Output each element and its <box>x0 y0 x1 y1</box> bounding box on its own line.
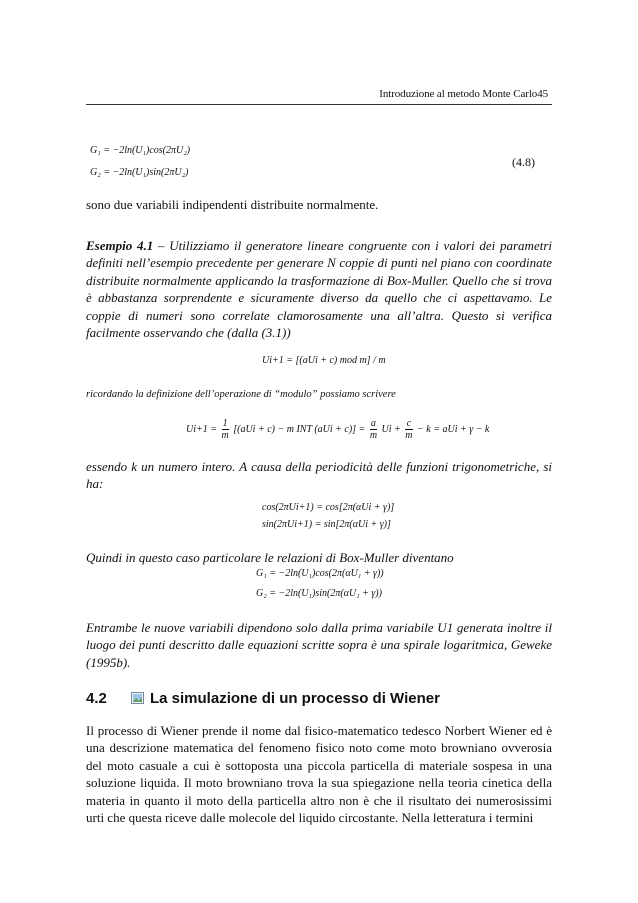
fraction-1-over-m: $\frac{1}{m}$ <box>221 418 229 441</box>
equation-expansion: Ui+1 = $\frac{1}{m}$ [(aUi + c) − m INT (aUi + c)] = $\frac{a}{m}$ Ui + $\frac{c}{m}$ − k = aUi + γ − k <box>186 418 490 441</box>
paragraph-spiral: Entrambe le nuove variabili dipendono solo dalla prima variabile U1 generata inoltre il luogo dei punti descritto dalle equazioni scritte sopra è una spirale logaritmica, Geweke (1995b). <box>86 620 552 670</box>
paragraph-modulo: ricordando la definizione dell’operazione di “modulo” possiamo scrivere <box>86 389 396 400</box>
equation-number: (4.8) <box>512 155 535 169</box>
image-icon <box>131 691 144 709</box>
equation-4-8-line1: G₁ = −2ln(U₁)cos(2πU₂) <box>90 145 191 156</box>
example-label: Esempio 4.1 <box>86 238 154 253</box>
equation-box-line2: G₂ = −2ln(U₁)sin(2π(αU₁ + γ)) <box>256 588 382 599</box>
equation-4-8-line2: G₂ = −2ln(U₁)sin(2πU₂) <box>90 167 189 178</box>
paragraph-box-muller: Quindi in questo caso particolare le relazioni di Box-Muller diventano <box>86 550 454 565</box>
equation-trig-line1: cos(2πUi+1) = cos[2π(αUi + γ)] <box>262 502 395 513</box>
paragraph-normal: sono due variabili indipendenti distribuite normalmente. <box>86 197 379 212</box>
fraction-a-over-m: $\frac{a}{m}$ <box>369 418 378 441</box>
example-text: – Utilizziamo il generatore lineare congruente con i valori dei parametri definiti nell’esempio precedente per generare N coppie di punti nel piano con coordinate distribuite normalmente applicando la trasformazione di Box-Muller. Quello che si trova è abbastanza sorprendente e sicuramente diverso da quello che ci aspettavamo. Le coppie di numeri sono correlate clamorosamente una all’altra. Questo si verifica facilmente osservando che (dalla (3.1)) <box>86 238 553 341</box>
page-number: 45 <box>537 88 548 100</box>
example-paragraph <box>86 237 552 341</box>
header-rule <box>86 104 552 105</box>
section-number: 4.2 <box>86 690 107 707</box>
paragraph-integer: essendo k un numero intero. A causa della periodicità delle funzioni trigonometriche, si ha: <box>86 459 552 492</box>
equation-trig-line2: sin(2πUi+1) = sin[2π(αUi + γ)] <box>262 519 391 530</box>
page-header <box>250 88 548 100</box>
paragraph-wiener: Il processo di Wiener prende il nome dal fisico-matematico tedesco Norbert Wiener ed è una descrizione matematica del fenomeno fisico noto come moto browniano ovverosia del moto casuale a cui è sottoposta una piccola particella di materiale sospesa in una soluzione liquida. Il moto browniano trova la sua spiegazione nella teoria cinetica della materia in quanto il moto della particella altro non è che il risultato dei numerosissimi urti che questa riceve dalle molecole del liquido circostante. Nella letteratura i termini <box>86 723 552 826</box>
equation-recurrence: Ui+1 = [(aUi + c) mod m] / m <box>262 355 386 366</box>
fraction-c-over-m: $\frac{c}{m}$ <box>405 418 413 441</box>
header-title: Introduzione al metodo Monte Carlo <box>379 88 538 100</box>
equation-box-line1: G₁ = −2ln(U₁)cos(2π(αU₁ + γ)) <box>256 568 384 579</box>
placeholder-image-icon <box>131 692 144 704</box>
section-title: La simulazione di un processo di Wiener <box>150 690 440 707</box>
